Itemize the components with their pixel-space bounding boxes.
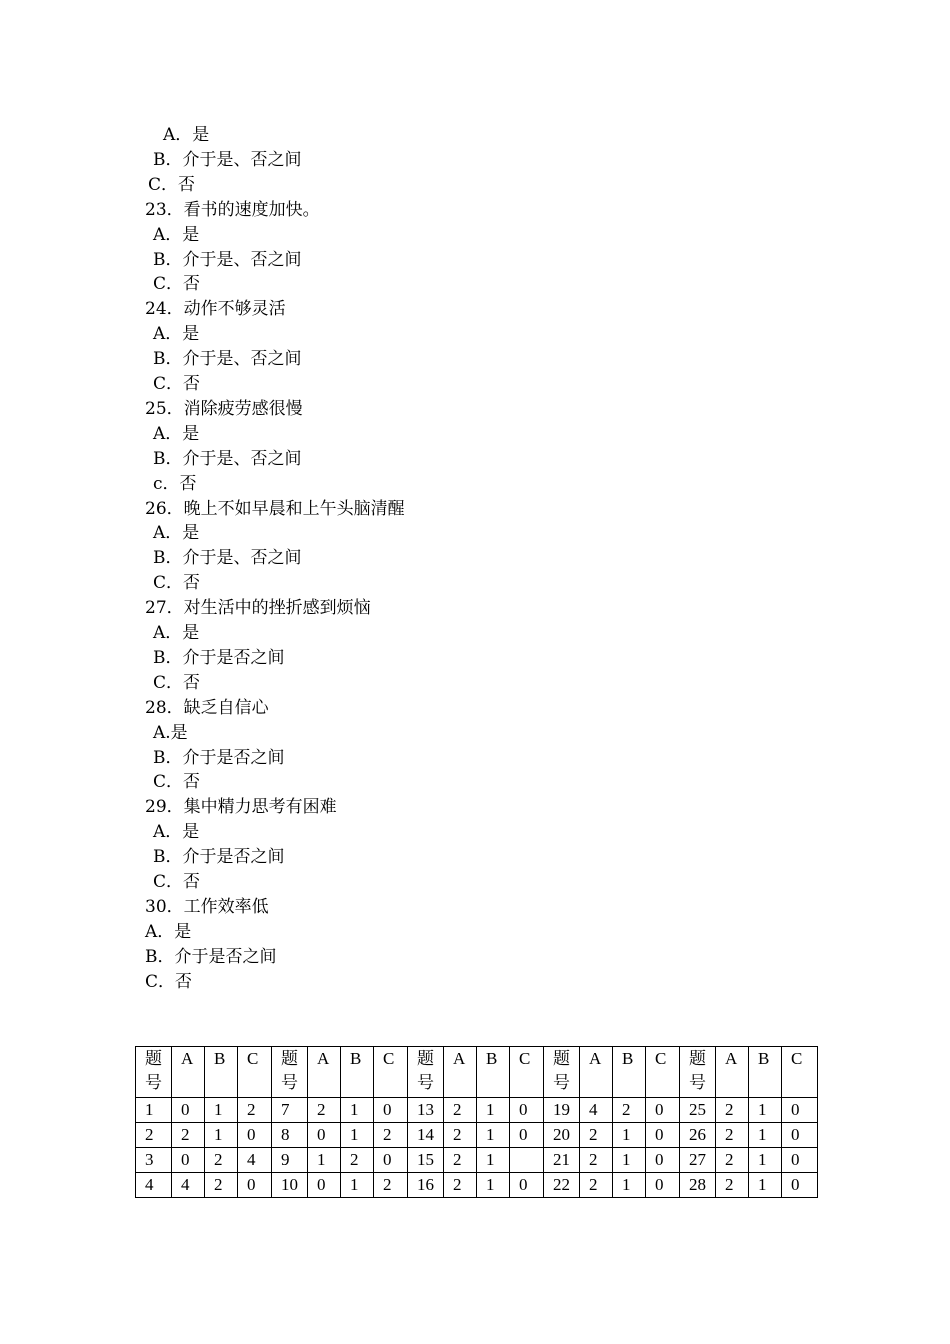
table-cell: 1 [341, 1098, 374, 1123]
table-cell: 0 [308, 1123, 341, 1148]
table-cell: 1 [749, 1123, 782, 1148]
table-header-cell: C [374, 1047, 408, 1098]
option-text: B．介于是、否之间 [153, 448, 302, 469]
table-header-cell: B [205, 1047, 238, 1098]
table-cell: 1 [749, 1173, 782, 1198]
table-cell: 10 [272, 1173, 308, 1198]
scoring-table-body [136, 1047, 818, 1198]
option-text: C．否 [153, 274, 201, 295]
option-text: c．否 [153, 473, 197, 494]
table-header-cell: C [646, 1047, 680, 1098]
table-header-cell: 题号 [680, 1047, 716, 1098]
question-text: 26．晚上不如早晨和上午头脑清醒 [145, 498, 405, 519]
table-cell: 20 [544, 1123, 580, 1148]
option-text: A．是 [145, 921, 192, 942]
table-cell: 13 [408, 1098, 444, 1123]
table-row [136, 1123, 818, 1148]
table-cell: 1 [477, 1148, 510, 1173]
table-cell: 2 [444, 1098, 477, 1123]
option-text: A．是 [163, 125, 210, 145]
table-header-cell: B [477, 1047, 510, 1098]
table-cell: 0 [172, 1098, 205, 1123]
table-cell: 4 [172, 1173, 205, 1198]
table-cell: 4 [580, 1098, 613, 1123]
option-text: C．否 [148, 174, 196, 195]
option-text: C．否 [153, 573, 201, 594]
table-cell: 2 [716, 1098, 749, 1123]
table-cell: 0 [374, 1098, 408, 1123]
table-cell: 0 [782, 1098, 818, 1123]
table-cell: 1 [205, 1098, 238, 1123]
table-cell: 1 [308, 1148, 341, 1173]
option-text: B．介于是、否之间 [153, 149, 302, 170]
table-cell: 2 [205, 1173, 238, 1198]
table-cell: 0 [374, 1148, 408, 1173]
table-cell: 2 [136, 1123, 172, 1148]
table-cell: 2 [205, 1148, 238, 1173]
table-cell: 2 [374, 1123, 408, 1148]
option-text: C．否 [153, 672, 201, 693]
table-cell: 1 [613, 1173, 646, 1198]
table-cell: 0 [646, 1173, 680, 1198]
table-header-row [136, 1047, 818, 1098]
table-header-cell: B [613, 1047, 646, 1098]
table-cell: 28 [680, 1173, 716, 1198]
table-cell: 0 [782, 1173, 818, 1198]
option-text: A．是 [153, 224, 200, 245]
table-cell: 0 [238, 1173, 272, 1198]
table-cell: 1 [341, 1173, 374, 1198]
table-cell: 9 [272, 1148, 308, 1173]
table-cell: 0 [238, 1123, 272, 1148]
table-cell: 1 [205, 1123, 238, 1148]
table-cell: 4 [238, 1148, 272, 1173]
table-cell: 0 [510, 1173, 544, 1198]
option-text: C．否 [153, 872, 201, 892]
table-cell: 2 [716, 1123, 749, 1148]
table-cell: 15 [408, 1148, 444, 1173]
option-text: B．介于是否之间 [153, 847, 285, 868]
option-text: B．介于是、否之间 [153, 349, 302, 370]
table-cell: 2 [172, 1123, 205, 1148]
table-header-cell: A [580, 1047, 613, 1098]
option-text: B．介于是否之间 [153, 647, 285, 668]
table-cell: 2 [580, 1173, 613, 1198]
table-header-cell: A [716, 1047, 749, 1098]
option-text: A．是 [153, 822, 200, 843]
table-cell: 1 [613, 1123, 646, 1148]
table-cell: 2 [580, 1148, 613, 1173]
table-cell: 0 [308, 1173, 341, 1198]
table-cell: 2 [613, 1098, 646, 1123]
question-text: 29．集中精力思考有困难 [145, 797, 337, 818]
table-header-cell: B [749, 1047, 782, 1098]
table-cell: 3 [136, 1148, 172, 1173]
table-cell: 0 [510, 1123, 544, 1148]
table-cell: 1 [477, 1173, 510, 1198]
table-cell: 2 [580, 1123, 613, 1148]
table-header-cell: C [510, 1047, 544, 1098]
table-cell: 2 [374, 1173, 408, 1198]
table-header-cell: A [444, 1047, 477, 1098]
option-text: C．否 [153, 374, 201, 394]
table-cell: 0 [782, 1148, 818, 1173]
table-cell: 7 [272, 1098, 308, 1123]
table-cell: 1 [613, 1148, 646, 1173]
question-text: 28．缺乏自信心 [145, 697, 269, 718]
table-cell: 2 [308, 1098, 341, 1123]
table-cell: 0 [646, 1123, 680, 1148]
table-cell: 2 [444, 1173, 477, 1198]
table-cell: 0 [510, 1098, 544, 1123]
table-cell: 1 [136, 1098, 172, 1123]
question-text: 27．对生活中的挫折感到烦恼 [145, 598, 371, 619]
table-header-cell: C [782, 1047, 818, 1098]
table-cell: 16 [408, 1173, 444, 1198]
question-text: 24．动作不够灵活 [145, 299, 286, 320]
table-header-cell: A [172, 1047, 205, 1098]
option-text: B．介于是、否之间 [153, 548, 302, 569]
table-cell: 8 [272, 1123, 308, 1148]
table-cell: 1 [749, 1098, 782, 1123]
option-text: A．是 [153, 324, 200, 345]
table-cell: 1 [749, 1148, 782, 1173]
table-cell: 0 [172, 1148, 205, 1173]
option-text: C．否 [153, 772, 201, 793]
table-header-cell: 题号 [272, 1047, 308, 1098]
table-header-cell: A [308, 1047, 341, 1098]
scoring-table [135, 1046, 818, 1198]
table-cell: 2 [716, 1148, 749, 1173]
table-header-cell: 题号 [544, 1047, 580, 1098]
table-header-cell: 题号 [408, 1047, 444, 1098]
table-cell: 2 [341, 1148, 374, 1173]
table-cell: 26 [680, 1123, 716, 1148]
option-text: B．介于是、否之间 [153, 249, 302, 270]
table-row [136, 1098, 818, 1123]
option-text: C．否 [145, 971, 193, 992]
table-cell: 1 [477, 1123, 510, 1148]
table-cell: 2 [716, 1173, 749, 1198]
table-cell: 2 [444, 1148, 477, 1173]
table-cell [510, 1148, 544, 1173]
table-cell: 0 [782, 1123, 818, 1148]
table-cell: 25 [680, 1098, 716, 1123]
option-text: A．是 [153, 423, 200, 444]
table-cell: 27 [680, 1148, 716, 1173]
table-cell: 0 [646, 1148, 680, 1173]
table-header-cell: C [238, 1047, 272, 1098]
question-text: 23．看书的速度加快。 [145, 199, 320, 220]
table-cell: 2 [444, 1123, 477, 1148]
table-header-cell: 题号 [136, 1047, 172, 1098]
table-cell: 14 [408, 1123, 444, 1148]
question-text: 30．工作效率低 [145, 896, 269, 917]
question-text: 25．消除疲劳感很慢 [145, 398, 303, 419]
option-text: A．是 [153, 523, 200, 544]
table-cell: 0 [646, 1098, 680, 1123]
table-cell: 21 [544, 1148, 580, 1173]
table-cell: 19 [544, 1098, 580, 1123]
option-text: A.是 [153, 722, 188, 743]
table-cell: 2 [238, 1098, 272, 1123]
option-text: B．介于是否之间 [153, 747, 285, 768]
table-cell: 1 [477, 1098, 510, 1123]
option-text: B．介于是否之间 [145, 946, 277, 967]
table-cell: 4 [136, 1173, 172, 1198]
table-row [136, 1148, 818, 1173]
table-header-cell: B [341, 1047, 374, 1098]
table-cell: 22 [544, 1173, 580, 1198]
table-cell: 1 [341, 1123, 374, 1148]
table-row [136, 1173, 818, 1198]
option-text: A．是 [153, 623, 200, 643]
